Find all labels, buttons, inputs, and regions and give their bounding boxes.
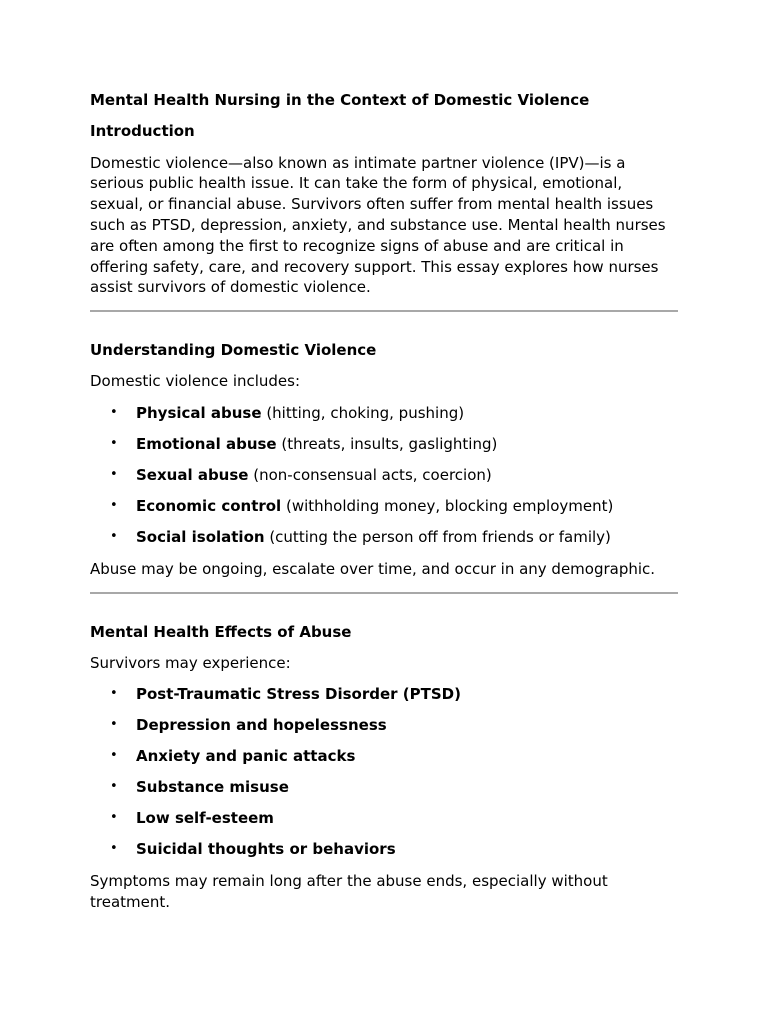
list-item xyxy=(90,465,678,486)
understanding-lead: Domestic violence includes: xyxy=(90,372,301,391)
list-item-term: Social isolation xyxy=(136,527,265,546)
list-item-term: Post-Traumatic Stress Disorder (PTSD) xyxy=(136,684,461,703)
list-item xyxy=(90,808,678,829)
section-divider xyxy=(90,592,678,594)
list-item xyxy=(90,527,678,548)
understanding-heading: Understanding Domestic Violence xyxy=(90,341,377,360)
intro-heading: Introduction xyxy=(90,122,195,141)
effects-list xyxy=(90,684,678,860)
list-item xyxy=(90,839,678,860)
effects-heading: Mental Health Effects of Abuse xyxy=(90,622,352,641)
list-item-detail: (non-consensual acts, coercion) xyxy=(248,465,492,484)
intro-paragraph: Domestic violence—also known as intimate partner violence (IPV)—is a serious public health issue. It can take the form of physical, emotional, sexual, or financial abuse. Survivors often suffer from mental health issues such as PTSD, depression, anxiety, and substance use. Mental health nurses are often among the first to recognize signs of abuse and are critical in offering safety, care, and recovery support. This essay explores how nurses assist survivors of domestic violence. xyxy=(90,153,666,297)
section-divider xyxy=(90,310,678,312)
list-item-term: Sexual abuse xyxy=(136,465,249,484)
list-item-term: Anxiety and panic attacks xyxy=(136,747,356,766)
list-item xyxy=(90,746,678,767)
list-item xyxy=(90,684,678,705)
list-item xyxy=(90,434,678,455)
list-item xyxy=(90,777,678,798)
list-item-detail: (withholding money, blocking employment) xyxy=(281,496,614,515)
understanding-closing: Abuse may be ongoing, escalate over time, and occur in any demographic. xyxy=(90,559,656,578)
list-item-term: Physical abuse xyxy=(136,403,262,422)
document-body xyxy=(90,90,678,913)
list-item-detail: (threats, insults, gaslighting) xyxy=(276,434,498,453)
list-item-term: Substance misuse xyxy=(136,778,289,797)
abuse-types-list xyxy=(90,403,678,548)
list-item-term: Emotional abuse xyxy=(136,434,277,453)
list-item xyxy=(90,496,678,517)
list-item xyxy=(90,715,678,736)
list-item-term: Depression and hopelessness xyxy=(136,716,387,735)
list-item-detail: (cutting the person off from friends or family) xyxy=(264,527,611,546)
document-title: Mental Health Nursing in the Context of Domestic Violence xyxy=(90,91,590,109)
list-item-term: Suicidal thoughts or behaviors xyxy=(136,840,396,859)
list-item xyxy=(90,403,678,424)
effects-lead: Survivors may experience: xyxy=(90,653,291,672)
list-item-detail: (hitting, choking, pushing) xyxy=(261,403,465,422)
list-item-term: Economic control xyxy=(136,496,282,515)
list-item-term: Low self-esteem xyxy=(136,809,274,828)
effects-closing: Symptoms may remain long after the abuse ends, especially without treatment. xyxy=(90,872,608,911)
